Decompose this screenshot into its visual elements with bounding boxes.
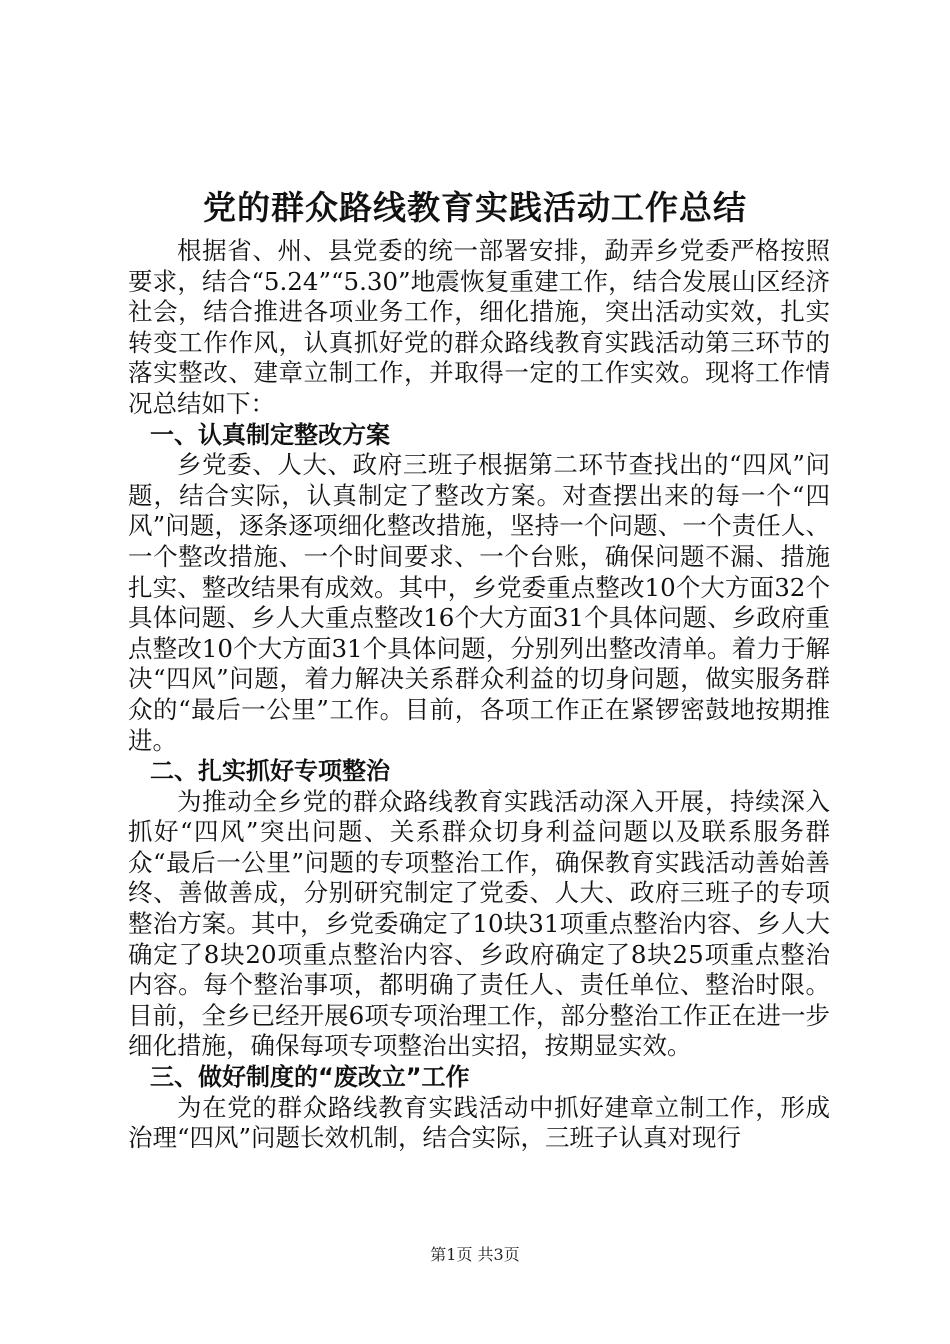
document-body <box>128 236 830 1154</box>
section-paragraph-1: 乡党委、人大、政府三班子根据第二环节查找出的“四风”问题，结合实际，认真制定了整改方案。对查摆出来的每一个“四风”问题，逐条逐项细化整改措施，坚持一个问题、一个责任人、一个整改措施、一个时间要求、一个台账，确保问题不漏、措施扎实、整改结果有成效。其中，乡党委重点整改10个大方面32个具体问题、乡人大重点整改16个大方面31个具体问题、乡政府重点整改10个大方面31个具体问题，分别列出整改清单。着力于解决“四风”问题，着力解决关系群众利益的切身问题，做实服务群众的“最后一公里”工作。目前，各项工作正在紧锣密鼓地按期推进。 <box>128 450 830 755</box>
section-heading-1: 一、认真制定整改方案 <box>150 420 390 449</box>
section-paragraph-2: 为推动全乡党的群众路线教育实践活动深入开展，持续深入抓好“四风”突出问题、关系群众切身利益问题以及联系服务群众“最后一公里”问题的专项整治工作，确保教育实践活动善始善终、善做善成，分别研究制定了党委、人大、政府三班子的专项整治方案。其中，乡党委确定了10块31项重点整治内容、乡人大确定了8块20项重点整治内容、乡政府确定了8块25项重点整治内容。每个整治事项，都明确了责任人、责任单位、整治时限。目前，全乡已经开展6项专项治理工作，部分整治工作正在进一步细化措施，确保每项专项整治出实招，按期显实效。 <box>128 786 830 1061</box>
page-number-footer: 第1页 共3页 <box>430 1245 520 1264</box>
section-heading-3: 三、做好制度的“废改立”工作 <box>150 1063 470 1092</box>
document-title: 党的群众路线教育实践活动工作总结 <box>203 188 747 227</box>
section-paragraph-3: 为在党的群众路线教育实践活动中抓好建章立制工作，形成治理“四风”问题长效机制，结合实际，三班子认真对现行 <box>128 1092 830 1153</box>
section-heading-2: 二、扎实抓好专项整治 <box>150 757 390 786</box>
intro-paragraph: 根据省、州、县党委的统一部署安排，勐弄乡党委严格按照要求，结合“5.24”“5.30”地震恢复重建工作，结合发展山区经济社会，结合推进各项业务工作，细化措施，突出活动实效，扎实转变工作作风，认真抓好党的群众路线教育实践活动第三环节的落实整改、建章立制工作，并取得一定的工作实效。现将工作情况总结如下： <box>128 236 830 418</box>
